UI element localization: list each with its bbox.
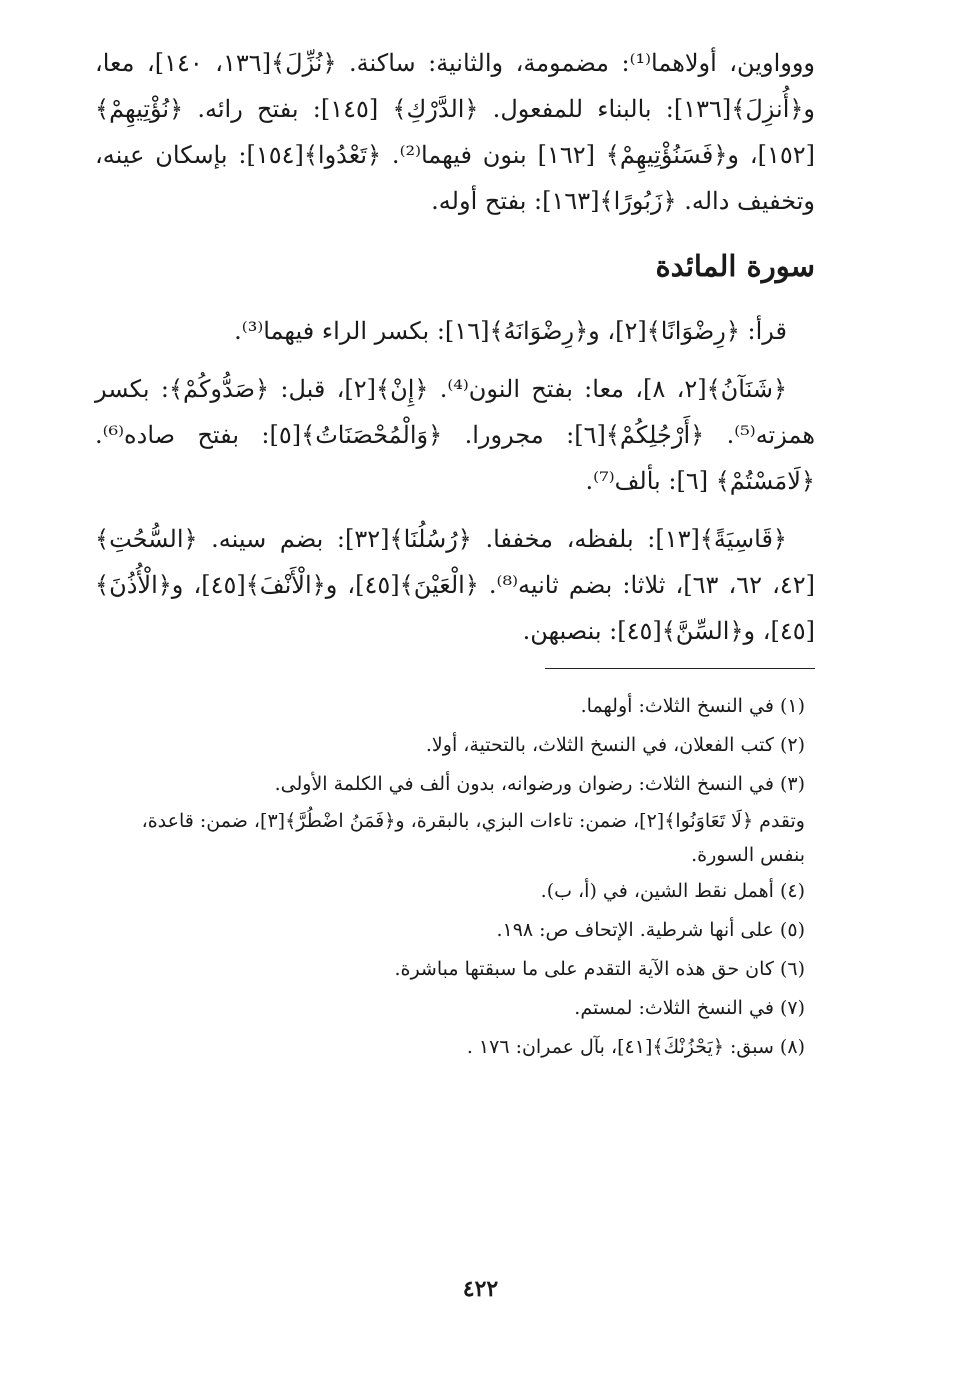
footnote-8: (٨) سبق: ﴿يَحْزُنْكَ﴾[٤١]، بآل عمران: ١٧٦ . xyxy=(466,1036,805,1058)
footnote-3: (٣) في النسخ الثلاث: رضوان ورضوانه، بدون ألف في الكلمة الأولى. xyxy=(274,773,805,795)
page-number: ٤٢٢ xyxy=(462,1276,499,1302)
page-content xyxy=(95,40,815,1067)
footnote-separator xyxy=(545,668,815,669)
main-text xyxy=(95,40,815,654)
footnote-7: (٧) في النسخ الثلاث: لمستم. xyxy=(574,997,805,1019)
footnote-1: (١) في النسخ الثلاث: أولهما. xyxy=(580,695,805,717)
footnote-2: (٢) كتب الفعلان، في النسخ الثلاث، بالتحتية، أولا. xyxy=(425,734,805,756)
paragraph-3: ﴿قَاسِيَةً﴾[١٣]: بلفظه، مخففا. ﴿رُسُلُنَا﴾[٣٢]: بضم سينه. ﴿السُّحُتِ﴾[٤٢، ٦٢، ٦٣]، ثلاثا: بضم ثانيه⁽⁸⁾. ﴿الْعَيْنَ﴾[٤٥]، و﴿الْأَنْفَ﴾[٤٥]، و﴿الْأُذُنَ﴾[٤٥]، و﴿السِّنَّ﴾[٤٥]: بنصبهن. xyxy=(95,525,816,645)
footnote-5: (٥) على أنها شرطية. الإتحاف ص: ١٩٨. xyxy=(496,919,805,941)
paragraph-continuation: ووواوين، أولاهما⁽¹⁾: مضمومة، والثانية: ساكنة. ﴿نُزِّلَ﴾[١٣٦، ١٤٠]، معا، و﴿أُنزِلَ﴾[١٣٦]: بالبناء للمفعول. ﴿الدَّرْكِ﴾ [١٤٥]: بفتح رائه. ﴿نُؤْتِيهِمْ﴾[١٥٢]، و﴿فَسَنُؤْتِيهِمْ﴾ [١٦٢] بنون فيهما⁽²⁾. ﴿تَعْدُوا﴾[١٥٤]: بإسكان عينه، وتخفيف داله. ﴿زَبُورًا﴾[١٦٣]: بفتح أوله. xyxy=(95,49,816,215)
paragraph-2: ﴿شَنَآنُ﴾[٢، ٨]، معا: بفتح النون⁽⁴⁾. ﴿إِنْ﴾[٢]، قبل: ﴿صَدُّوكُمْ﴾: بكسر همزته⁽⁵⁾. ﴿أَرْجُلِكُمْ﴾[٦]: مجرورا. ﴿وَالْمُحْصَنَاتُ﴾[٥]: بفتح صاده⁽⁶⁾. ﴿لَامَسْتُمْ﴾ [٦]: بألف⁽⁷⁾. xyxy=(95,375,816,495)
footnote-4: (٤) أهمل نقط الشين، في (أ، ب). xyxy=(540,880,805,902)
footnote-6: (٦) كان حق هذه الآية التقدم على ما سبقتها مباشرة. xyxy=(394,958,805,980)
paragraph-1: قرأ: ﴿رِضْوَانًا﴾[٢]، و﴿رِضْوَانَهُ﴾[١٦]: بكسر الراء فيهما⁽³⁾. xyxy=(234,317,787,345)
surah-title: سورة المائدة xyxy=(655,249,815,283)
footnotes xyxy=(95,687,805,1067)
footnote-3-continuation: وتقدم ﴿لَا تَعَاوَنُوا﴾[٢]، ضمن: تاءات البزي، بالبقرة، و﴿فَمَنُ اضْطُرَّ﴾[٣]، ضمن: قاعدة، بنفس السورة. xyxy=(141,810,805,866)
